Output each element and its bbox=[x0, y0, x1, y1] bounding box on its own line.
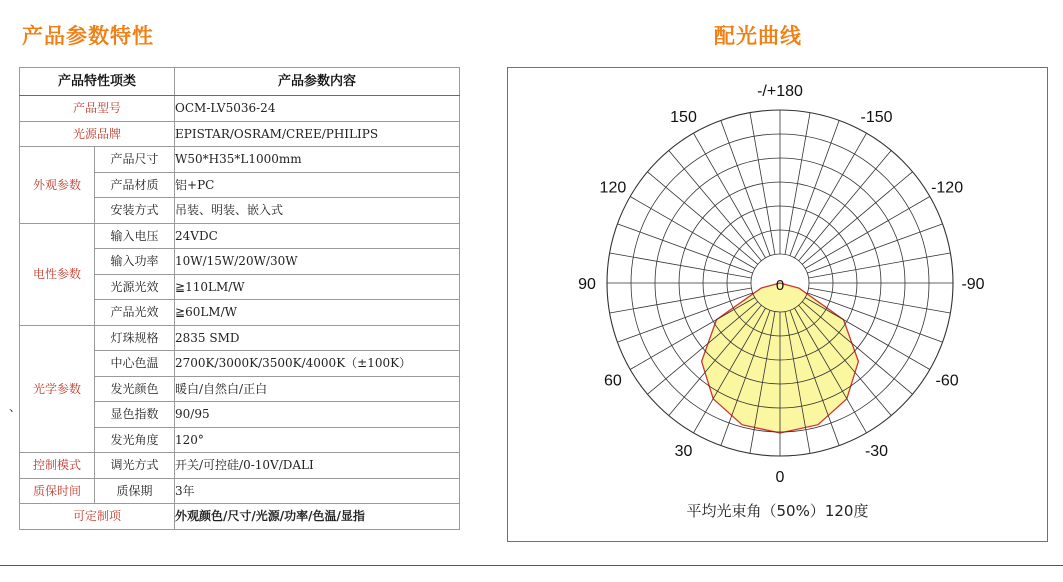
row-name: 产品材质 bbox=[95, 172, 175, 198]
row-name: 发光颜色 bbox=[95, 376, 175, 402]
table-row bbox=[20, 121, 460, 147]
row-name: 调光方式 bbox=[95, 453, 175, 479]
table-row bbox=[20, 96, 460, 122]
row-value: 铝+PC bbox=[175, 172, 460, 198]
optical-group-label: 光学参数 bbox=[20, 325, 95, 453]
model-label: 产品型号 bbox=[20, 96, 175, 122]
beam-angle-caption: 平均光束角（50%）120度 bbox=[686, 502, 869, 520]
control-group-label: 控制模式 bbox=[20, 453, 95, 479]
row-name: 安装方式 bbox=[95, 198, 175, 224]
row-value: 2700K/3000K/3500K/4000K（±100K） bbox=[175, 351, 460, 377]
angle-label: 30 bbox=[674, 443, 693, 461]
polar-spoke bbox=[807, 224, 942, 273]
custom-value: 外观颜色/尺寸/光源/功率/色温/显指 bbox=[175, 504, 460, 530]
row-name: 显色指数 bbox=[95, 402, 175, 428]
warranty-group-label: 质保时间 bbox=[20, 478, 95, 504]
bottom-divider bbox=[0, 565, 1063, 566]
stray-mark: 、 bbox=[9, 400, 22, 414]
spec-section-title: 产品参数特性 bbox=[22, 24, 154, 48]
angle-label: 60 bbox=[604, 372, 622, 390]
row-name: 灯珠规格 bbox=[95, 325, 175, 351]
header-category: 产品特性项类 bbox=[20, 68, 175, 96]
row-value: 10W/15W/20W/30W bbox=[175, 249, 460, 275]
polar-spoke bbox=[669, 150, 762, 260]
row-value: 吊装、明装、嵌入式 bbox=[175, 198, 460, 224]
table-row bbox=[20, 504, 460, 530]
row-value: 24VDC bbox=[175, 223, 460, 249]
table-row bbox=[20, 478, 460, 504]
polar-spoke bbox=[802, 172, 912, 265]
row-value: 开关/可控硅/0-10V/DALI bbox=[175, 453, 460, 479]
polar-chart-panel bbox=[507, 67, 1048, 542]
polar-spoke bbox=[647, 172, 757, 265]
table-row bbox=[20, 223, 460, 249]
row-name: 输入电压 bbox=[95, 223, 175, 249]
brand-label: 光源品牌 bbox=[20, 121, 175, 147]
row-value: ≧110LM/W bbox=[175, 274, 460, 300]
angle-label: -30 bbox=[864, 443, 889, 461]
table-row bbox=[20, 453, 460, 479]
row-value: ≧60LM/W bbox=[175, 300, 460, 326]
header-content: 产品参数内容 bbox=[175, 68, 460, 96]
row-name: 产品尺寸 bbox=[95, 147, 175, 173]
table-row bbox=[20, 147, 460, 173]
angle-label: -90 bbox=[961, 276, 985, 293]
row-name: 产品光效 bbox=[95, 300, 175, 326]
electrical-group-label: 电性参数 bbox=[20, 223, 95, 325]
angle-label: -/+180 bbox=[757, 83, 803, 100]
row-name: 光源光效 bbox=[95, 274, 175, 300]
row-value: 2835 SMD bbox=[175, 325, 460, 351]
angle-label: -120 bbox=[931, 179, 964, 197]
angle-label: -150 bbox=[860, 108, 893, 126]
angle-label: 150 bbox=[670, 108, 697, 126]
row-name: 发光角度 bbox=[95, 427, 175, 453]
appearance-group-label: 外观参数 bbox=[20, 147, 95, 224]
light-distribution-title: 配光曲线 bbox=[714, 24, 802, 48]
polar-spoke bbox=[617, 224, 752, 273]
brand-value: EPISTAR/OSRAM/CREE/PHILIPS bbox=[175, 121, 460, 147]
model-value: OCM-LV5036-24 bbox=[175, 96, 460, 122]
polar-spoke bbox=[790, 120, 839, 255]
row-name: 中心色温 bbox=[95, 351, 175, 377]
center-label: 0 bbox=[775, 277, 785, 294]
polar-spoke bbox=[799, 150, 892, 260]
angle-label: 120 bbox=[599, 179, 627, 197]
row-value: 3年 bbox=[175, 478, 460, 504]
angle-label: 90 bbox=[578, 276, 596, 293]
row-value: 暖白/自然白/正白 bbox=[175, 376, 460, 402]
polar-chart bbox=[508, 68, 1049, 543]
row-value: 120° bbox=[175, 427, 460, 453]
angle-label: -60 bbox=[935, 372, 959, 390]
spec-table bbox=[19, 67, 460, 530]
custom-label: 可定制项 bbox=[20, 504, 175, 530]
row-value: 90/95 bbox=[175, 402, 460, 428]
row-value: W50*H35*L1000mm bbox=[175, 147, 460, 173]
polar-spoke bbox=[721, 120, 770, 255]
row-name: 输入功率 bbox=[95, 249, 175, 275]
row-name: 质保期 bbox=[95, 478, 175, 504]
table-row bbox=[20, 325, 460, 351]
angle-label: 0 bbox=[775, 469, 785, 486]
table-header-row bbox=[20, 68, 460, 96]
